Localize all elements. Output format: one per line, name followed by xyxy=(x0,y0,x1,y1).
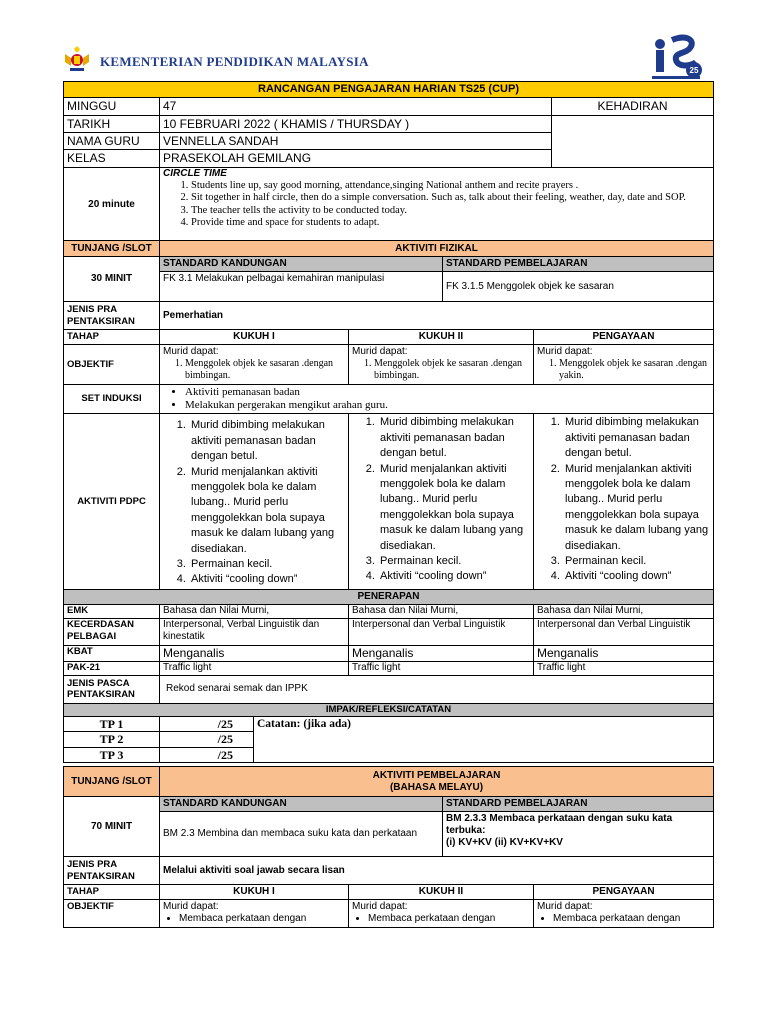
kelas-label: KELAS xyxy=(64,150,160,167)
duration: 30 MINIT xyxy=(64,257,160,302)
kbat-kukuh-1: Menganalis xyxy=(160,646,349,661)
objektif-kukuh-1 xyxy=(160,900,349,928)
list-item: 4. Aktiviti “cooling down” xyxy=(563,569,710,584)
aktiviti-fizikal-table xyxy=(63,240,714,763)
tp3-value: /25 xyxy=(160,747,254,762)
murid-dapat: Murid dapat: xyxy=(352,901,408,912)
aktiviti-pdpc-label: AKTIVITI PDPC xyxy=(64,414,160,590)
list-item: • Membaca perkataan dengan xyxy=(368,913,530,925)
penerapan-header: PENERAPAN xyxy=(64,590,714,605)
objektif-pengayaan xyxy=(534,345,714,385)
pak21-kukuh-2: Traffic light xyxy=(349,661,534,675)
objektif-pengayaan xyxy=(534,900,714,928)
standard-kandungan: BM 2.3 Membina dan membaca suku kata dan perkataan xyxy=(160,812,443,857)
list-item: 2. Sit together in half circle, then do a simple conversation. Such as, talk about their feeling, weather, day, date and SOP. xyxy=(191,192,710,204)
tp2-label: TP 2 xyxy=(64,732,160,747)
list-item: 3. The teacher tells the activity to be conducted today. xyxy=(191,205,710,217)
set-induksi-label: SET INDUKSI xyxy=(64,385,160,414)
impak-header: IMPAK/REFLEKSI/CATATAN xyxy=(64,703,714,716)
list-item: 4. Aktiviti “cooling down” xyxy=(378,569,530,584)
section-title: AKTIVITI FIZIKAL xyxy=(160,241,714,257)
jenis-pra-value: Pemerhatian xyxy=(160,302,714,330)
aktiviti-pembelajaran-table xyxy=(63,766,714,928)
pdpc-kukuh-2 xyxy=(349,414,534,590)
kehadiran-box xyxy=(552,115,714,167)
circle-time-list xyxy=(163,180,710,230)
kecerdasan-kukuh-2: Interpersonal dan Verbal Linguistik xyxy=(349,619,534,646)
minggu-value: 47 xyxy=(160,98,552,115)
section-title xyxy=(160,767,714,797)
list-item: 1. Menggolek objek ke sasaran .dengan bimbingan. xyxy=(374,358,530,382)
catatan: Catatan: (jika ada) xyxy=(254,716,714,762)
list-item: 4. Aktiviti “cooling down” xyxy=(189,572,345,587)
list-item: 3. Permainan kecil. xyxy=(378,554,530,569)
list-item: • Aktiviti pemanasan badan xyxy=(185,386,710,399)
standard-pembelajaran-line-2: (i) KV+KV (ii) KV+KV+KV xyxy=(446,837,563,848)
emk-kukuh-2: Bahasa dan Nilai Murni, xyxy=(349,605,534,619)
kecerdasan-kukuh-1: Interpersonal, Verbal Linguistik dan kinestatik xyxy=(160,619,349,646)
tarikh-label: TARIKH xyxy=(64,115,160,132)
emk-pengayaan: Bahasa dan Nilai Murni, xyxy=(534,605,714,619)
ts25-logo-icon xyxy=(646,32,706,84)
standard-pembelajaran xyxy=(443,812,714,857)
list-item: 1. Students line up, say good morning, attendance,singing National anthem and recite prayers . xyxy=(191,180,710,192)
tahap-label: TAHAP xyxy=(64,885,160,900)
list-item: 1. Murid dibimbing melakukan aktiviti pemanasan badan dengan betul. xyxy=(189,418,345,464)
murid-dapat: Murid dapat: xyxy=(163,346,219,357)
murid-dapat: Murid dapat: xyxy=(163,901,219,912)
pdpc-pengayaan xyxy=(534,414,714,590)
circle-time-title: CIRCLE TIME xyxy=(163,167,227,179)
section-title-line-1: AKTIVITI PEMBELAJARAN xyxy=(372,769,501,781)
jenis-pra-value: Melalui aktiviti soal jawab secara lisan xyxy=(160,857,714,885)
list-item: • Melakukan pergerakan mengikut arahan guru. xyxy=(185,399,710,412)
emk-kukuh-1: Bahasa dan Nilai Murni, xyxy=(160,605,349,619)
list-item: 1. Menggolek objek ke sasaran .dengan yakin. xyxy=(559,358,710,382)
jenis-pasca-label: JENIS PASCA PENTAKSIRAN xyxy=(64,675,160,703)
pak21-kukuh-1: Traffic light xyxy=(160,661,349,675)
kbat-label: KBAT xyxy=(64,646,160,661)
logo-number: 25 xyxy=(689,66,699,75)
kbat-kukuh-2: Menganalis xyxy=(349,646,534,661)
standard-pembelajaran-label: STANDARD PEMBELAJARAN xyxy=(443,257,714,272)
standard-pembelajaran-label: STANDARD PEMBELAJARAN xyxy=(443,797,714,812)
list-item: 2. Murid menjalankan aktiviti menggolek bola ke dalam lubang.. Murid perlu menggolekkan bola supaya masuk ke dalam lubang yang disediakan. xyxy=(563,462,710,554)
plan-title: RANCANGAN PENGAJARAN HARIAN TS25 (CUP) xyxy=(64,82,714,98)
pak21-label: PAK-21 xyxy=(64,661,160,675)
kecerdasan-label: KECERDASAN PELBAGAI xyxy=(64,619,160,646)
page-header xyxy=(62,44,712,78)
jenis-pasca-value: Rekod senarai semak dan IPPK xyxy=(160,675,714,703)
list-item: 3. Permainan kecil. xyxy=(563,554,710,569)
tarikh-value: 10 FEBRUARI 2022 ( KHAMIS / THURSDAY ) xyxy=(160,115,552,132)
list-item: • Membaca perkataan dengan xyxy=(553,913,710,925)
jenis-pra-label: JENIS PRA PENTAKSIRAN xyxy=(64,302,160,330)
standard-kandungan: FK 3.1 Melakukan pelbagai kemahiran manipulasi xyxy=(160,272,443,302)
standard-kandungan-label: STANDARD KANDUNGAN xyxy=(160,257,443,272)
plan-info-table xyxy=(63,81,714,243)
tp3-label: TP 3 xyxy=(64,747,160,762)
kbat-pengayaan: Menganalis xyxy=(534,646,714,661)
jenis-pra-label: JENIS PRA PENTAKSIRAN xyxy=(64,857,160,885)
circle-duration: 20 minute xyxy=(64,167,160,242)
emk-label: EMK xyxy=(64,605,160,619)
murid-dapat: Murid dapat: xyxy=(352,346,408,357)
objektif-kukuh-2 xyxy=(349,900,534,928)
kecerdasan-pengayaan: Interpersonal dan Verbal Linguistik xyxy=(534,619,714,646)
list-item: 1. Menggolek objek ke sasaran .dengan bimbingan. xyxy=(185,358,345,382)
pengayaan-header: PENGAYAAN xyxy=(534,330,714,345)
kukuh-1-header: KUKUH I xyxy=(160,330,349,345)
duration: 70 MINIT xyxy=(64,797,160,857)
list-item: 2. Murid menjalankan aktiviti menggolek bola ke dalam lubang.. Murid perlu menggolekkan bola supaya masuk ke dalam lubang yang disediakan. xyxy=(378,462,530,554)
ministry-name: KEMENTERIAN PENDIDIKAN MALAYSIA xyxy=(100,54,369,69)
slot-label: TUNJANG /SLOT xyxy=(64,767,160,797)
kukuh-1-header: KUKUH I xyxy=(160,885,349,900)
tp1-label: TP 1 xyxy=(64,716,160,731)
murid-dapat: Murid dapat: xyxy=(537,901,593,912)
kukuh-2-header: KUKUH II xyxy=(349,885,534,900)
nama-guru-label: NAMA GURU xyxy=(64,132,160,149)
list-item: 2. Murid menjalankan aktiviti menggolek bola ke dalam lubang.. Murid perlu menggolekkan bola supaya masuk ke dalam lubang yang disediakan. xyxy=(189,465,345,557)
kukuh-2-header: KUKUH II xyxy=(349,330,534,345)
standard-pembelajaran: FK 3.1.5 Menggolek objek ke sasaran xyxy=(443,272,714,302)
objektif-kukuh-2 xyxy=(349,345,534,385)
tp2-value: /25 xyxy=(160,732,254,747)
pdpc-kukuh-1 xyxy=(160,414,349,590)
minggu-label: MINGGU xyxy=(64,98,160,115)
list-item: 1. Murid dibimbing melakukan aktiviti pemanasan badan dengan betul. xyxy=(378,415,530,461)
set-induksi xyxy=(160,385,714,414)
pengayaan-header: PENGAYAAN xyxy=(534,885,714,900)
kehadiran-label: KEHADIRAN xyxy=(552,98,714,115)
section-title-line-2: (BAHASA MELAYU) xyxy=(389,781,484,793)
tahap-label: TAHAP xyxy=(64,330,160,345)
standard-kandungan-label: STANDARD KANDUNGAN xyxy=(160,797,443,812)
objektif-kukuh-1 xyxy=(160,345,349,385)
murid-dapat: Murid dapat: xyxy=(537,346,593,357)
objektif-label: OBJEKTIF xyxy=(64,345,160,385)
slot-label: TUNJANG /SLOT xyxy=(64,241,160,257)
pak21-pengayaan: Traffic light xyxy=(534,661,714,675)
tp1-value: /25 xyxy=(160,716,254,731)
malaysia-crest-icon xyxy=(62,46,92,76)
list-item: 4. Provide time and space for students to adapt. xyxy=(191,217,710,229)
kelas-value: PRASEKOLAH GEMILANG xyxy=(160,150,552,167)
standard-pembelajaran-line-1: BM 2.3.3 Membaca perkataan dengan suku kata terbuka: xyxy=(446,813,673,836)
nama-guru-value: VENNELLA SANDAH xyxy=(160,132,552,149)
list-item: 1. Murid dibimbing melakukan aktiviti pemanasan badan dengan betul. xyxy=(563,415,710,461)
list-item: • Membaca perkataan dengan xyxy=(179,913,345,925)
objektif-label: OBJEKTIF xyxy=(64,900,160,928)
list-item: 3. Permainan kecil. xyxy=(189,557,345,572)
